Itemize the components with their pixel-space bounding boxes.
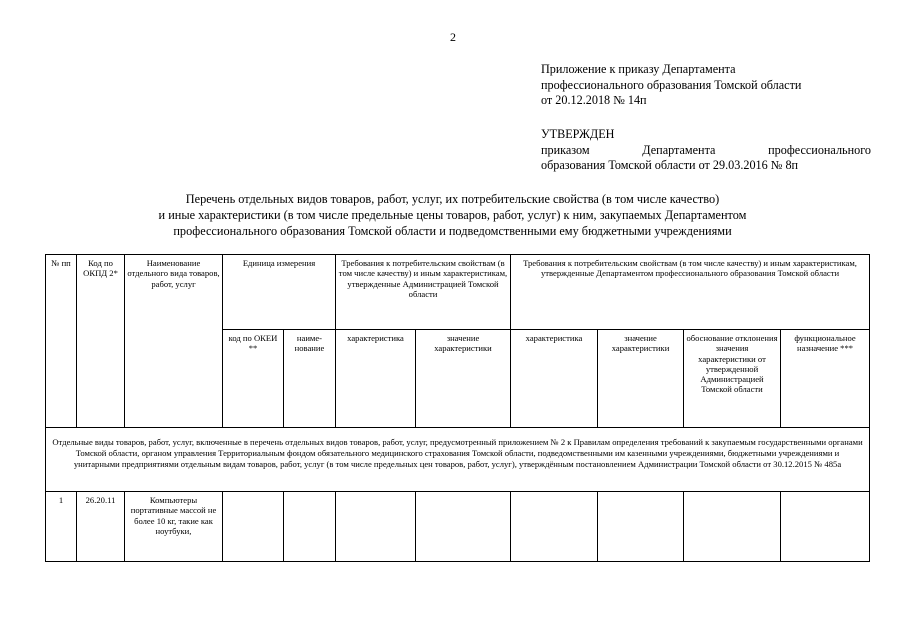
row-cell-empty — [284, 492, 336, 562]
header-functional-purpose: функциональное назначение *** — [781, 330, 870, 428]
document-title — [90, 191, 815, 239]
appendix-block — [541, 62, 871, 109]
title-line-3: профессионального образования Томской области и подведомственными ему бюджетными учреждениями — [173, 224, 732, 238]
goods-requirements-table — [45, 254, 870, 562]
appendix-line-2: профессионального образования Томской области — [541, 77, 802, 92]
approval-line-1: приказом Департамента профессионального — [541, 142, 871, 157]
row-cell-empty — [336, 492, 416, 562]
table-row — [46, 492, 870, 562]
header-admin-characteristic: характеристика — [336, 330, 416, 428]
header-admin-requirements: Требования к потребительским свойствам (в том числе качеству) и иным характеристикам, утвержденные Администрацией Томской области — [336, 255, 511, 330]
header-department-requirements: Требования к потребительским свойствам (в том числе качеству) и иным характеристикам, утвержденные Департаментом профессионального образования Томской области — [511, 255, 870, 330]
header-justification: обоснование отклонения значения характеристики от утвержденной Администрацией Томской области — [684, 330, 781, 428]
approval-block — [541, 127, 871, 174]
header-unit-name: наиме-нование — [284, 330, 336, 428]
row-cell-empty — [416, 492, 511, 562]
header-admin-value: значение характеристики — [416, 330, 511, 428]
page-number: 2 — [450, 30, 456, 44]
row-cell-empty — [684, 492, 781, 562]
row-cell-empty — [598, 492, 684, 562]
title-line-1: Перечень отдельных видов товаров, работ, услуг, их потребительские свойства (в том числе качество) — [185, 192, 720, 206]
row-cell-empty — [781, 492, 870, 562]
row-okpd: 26.20.11 — [77, 492, 125, 562]
note-row — [46, 428, 870, 492]
header-name: Наименование отдельного вида товаров, работ, услуг — [125, 255, 223, 428]
approval-line-2: образования Томской области от 29.03.2016 № 8п — [541, 158, 799, 172]
appendix-line-1: Приложение к приказу Департамента — [541, 62, 736, 76]
appendix-line-3: от 20.12.2018 № 14п — [541, 93, 647, 107]
row-name: Компьютеры портативные массой не более 10 кг, такие как ноутбуки, — [125, 492, 223, 562]
header-dept-value: значение характеристики — [598, 330, 684, 428]
approval-heading: УТВЕРЖДЕН — [541, 127, 615, 141]
header-dept-characteristic: характеристика — [511, 330, 598, 428]
header-row-1 — [46, 255, 870, 330]
header-okpd: Код по ОКПД 2* — [77, 255, 125, 428]
header-okei: код по ОКЕИ ** — [223, 330, 284, 428]
row-cell-empty — [223, 492, 284, 562]
header-num: № пп — [46, 255, 77, 428]
header-unit: Единица измерения — [223, 255, 336, 330]
row-num: 1 — [46, 492, 77, 562]
row-cell-empty — [511, 492, 598, 562]
title-line-2: и иные характеристики (в том числе предельные цены товаров, работ, услуг) к ним, закупаемых Департаментом — [158, 208, 747, 222]
note-text: Отдельные виды товаров, работ, услуг, включенные в перечень отдельных видов товаров, работ, услуг, предусмотренный приложением № 2 к Правилам определения требований к закупаемым государственными органами Томской области, органом управления Территориальным фондом обязательного медицинского страхования Томской области, подведомственными им казенными учреждениями, бюджетными учреждениями и унитарными предприятиями отдельным видам товаров, работ, услуг (в том числе предельных цен товаров, работ, услуг), утверждённым постановлением Администрации Томской области от 30.12.2015 № 485а — [46, 428, 870, 492]
